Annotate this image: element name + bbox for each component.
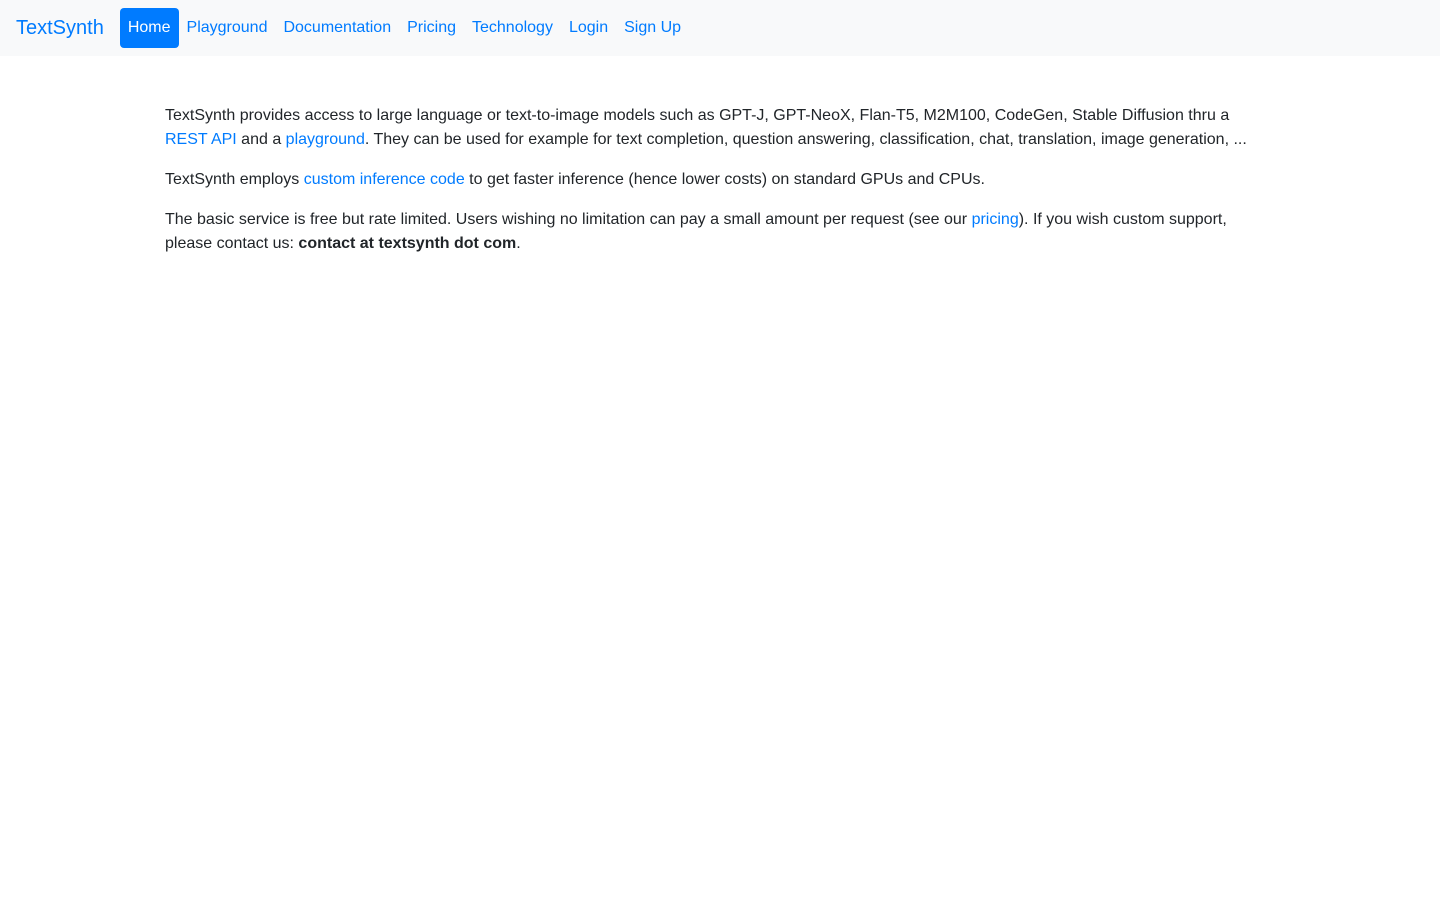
pricing-link[interactable]: pricing [971,211,1019,228]
intro-paragraph [165,104,1275,152]
service-text-1: The basic service is free but rate limited. Users wishing no limitation can pay a small amount per request (see our [165,211,972,228]
nav-link-signup[interactable]: Sign Up [624,19,682,36]
service-text-2: ). If you wish custom support, please contact us: [165,211,1227,252]
nav-link-login[interactable]: Login [568,19,609,36]
top-navbar [0,0,1440,56]
intro-text-3: . They can be used for example for text completion, question answering, classification, chat, translation, image generation, ... [364,131,1247,148]
nav-link-technology[interactable]: Technology [472,19,553,36]
nav-item-technology [464,8,561,48]
nav-item-documentation [275,8,399,48]
brand-logo-link[interactable]: TextSynth [16,17,104,39]
inference-text-2: to get faster inference (hence lower costs) on standard GPUs and CPUs. [464,171,985,188]
inference-text-1: TextSynth employs [165,171,304,188]
intro-text-1: TextSynth provides access to large language or text-to-image models such as GPT-J, GPT-NeoX, Flan-T5, M2M100, CodeGen, Stable Diffusion thru a [165,107,1230,124]
contact-email: contact at textsynth dot com [298,235,517,252]
service-text-3: . [516,235,521,252]
service-paragraph [165,208,1275,256]
nav-link-pricing[interactable]: Pricing [407,19,456,36]
rest-api-link[interactable]: REST API [165,131,237,148]
intro-text-2: and a [236,131,286,148]
nav-item-playground [179,8,276,48]
playground-link[interactable]: playground [285,131,365,148]
nav-link-documentation[interactable]: Documentation [283,19,392,36]
nav-item-login [561,8,616,48]
main-content [165,104,1275,272]
nav-link-playground[interactable]: Playground [186,19,268,36]
inference-paragraph [165,168,1275,192]
nav-item-signup [616,8,689,48]
nav-item-home [120,8,179,48]
custom-inference-link[interactable]: custom inference code [303,171,465,188]
nav-menu [120,8,689,48]
nav-link-home[interactable]: Home [120,8,179,48]
nav-item-pricing [399,8,464,48]
